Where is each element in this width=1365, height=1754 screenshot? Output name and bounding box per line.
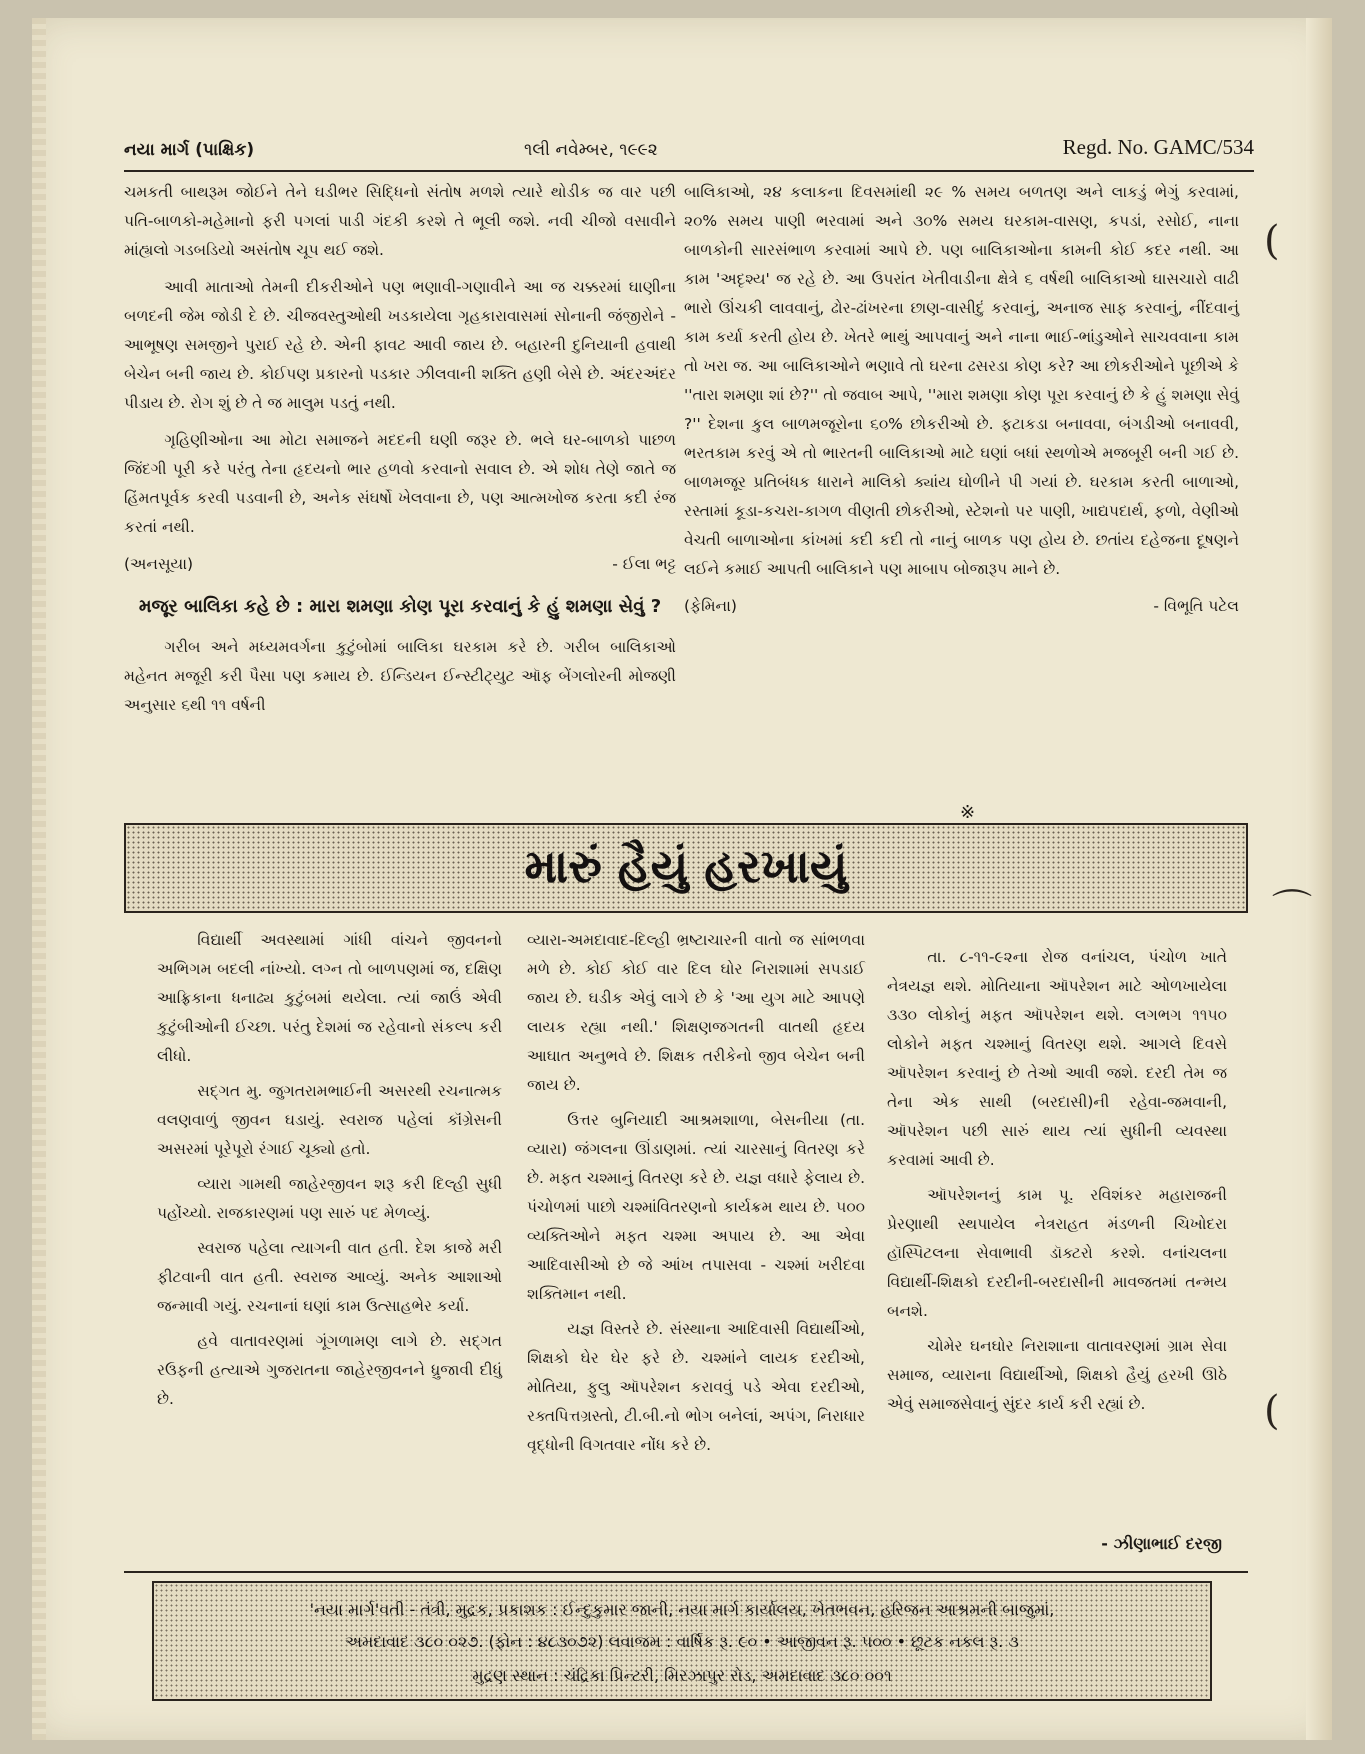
article2-source: (ફેમિના) (684, 597, 737, 615)
imprint-line-2: અમદાવાદ ૩૮૦ ૦૨૭. (ફોન : ૪૮૩૦૭૨) લવાજમ : વાર્ષિક રૂ. ૯૦ • આજીવન રૂ. ૫૦૦ • છૂટક નકલ રૂ. ૩ (345, 1632, 1019, 1651)
article1-paragraph: ચમકતી બાથરૂમ જોઈને તેને ઘડીભર સિદ્ધિનો સંતોષ મળશે ત્યારે થોડીક જ વાર પછી પતિ-બાળકો-મહેમાનો ફરી પગલાં પાડી ગંદકી કરશે તે ભૂલી જશે. નવી ચીજો વસાવીને માંહ્યલો ગડબડિયો અસંતોષ ચૂપ થઈ જશે. (124, 183, 676, 259)
issue-date: ૧લી નવેમ્બર, ૧૯૯૨ (524, 140, 658, 160)
article2-intro: ગરીબ અને મધ્યમવર્ગના કુટુંબોમાં બાલિકા ઘરકામ કરે છે. ગરીબ બાલિકાઓ મહેનત મજૂરી કરી પૈસા પણ કમાય છે. ઈન્ડિયન ઈન્સ્ટીટ્યુટ ઑફ બેંગલોરની મોજણી અનુસાર ૬થી ૧૧ વર્ષની (124, 638, 676, 714)
newspaper-page (32, 18, 1332, 1740)
article1-author: - ઈલા ભટ્ટ (612, 555, 676, 573)
registration-number: Regd. No. GAMC/534 (1062, 135, 1254, 159)
article2-body: બાલિકાઓ, ૨૪ કલાકના દિવસમાંથી ૨૯ % સમય બળતણ અને લાકડું ભેગું કરવામાં, ૨૦% સમય પાણી ભરવામાં અને ૩૦% સમય ઘરકામ-વાસણ, કપડાં, રસોઈ, નાના બાળકોની સારસંભાળ કરવામાં આપે છે. પણ બાલિકાઓના કામની કોઈ કદર નથી. આ કામ 'અદૃશ્ય' જ રહે છે. આ ઉપરાંત ખેતીવાડીના ક્ષેત્રે ૬ વર્ષથી બાલિકાઓ ઘાસચારો વાઢી ભારો ઊંચકી લાવવાનું, ઢોર-ઢાંખરના છાણ-વાસીદું કરવાનું, અનાજ સાફ કરવાનું, નીંદવાનું કામ કર્યા કરતી હોય છે. ખેતરે ભાથું આપવાનું અને નાના ભાઈ-ભાંડુઓને સાચવવાના કામ તો ખરા જ. આ બાલિકાઓને ભણાવે તો ઘરના ઢસરડા કોણ કરે? આ છોકરીઓને પૂછીએ કે ''તારા શમણા શાં છે?'' તો જવાબ આપે, ''મારા શમણા કોણ પૂરા કરવાનું છે કે હું શમણા સેવું ?'' દેશના કુલ બાળમજૂરોના ૬૦% છોકરીઓ છે. ફટાકડા બનાવવા, બંગડીઓ બનાવવી, ભરતકામ કરવું એ તો ભારતની બાલિકાઓ માટે ઘણાં બધાં સ્થળોએ મજબૂરી બની ગઈ છે. બાળમજૂર પ્રતિબંધક ધારાને માલિકો ક્યાંય ઘોળીને પી ગયાં છે. ઘરકામ કરતી બાળાઓ, રસ્તામાં કૂડા-કચરા-કાગળ વીણતી છોકરીઓ, સ્ટેશનો પર પાણી, ખાદ્યપદાર્થ, ફળો, વેણીઓ વેચતી બાળાઓના કાંખમાં કદી કદી તો નાનું બાળક પણ હોય છે. છતાંય દહેજના દૂષણને લઈને કમાઈ આપતી બાલિકાને પણ માબાપ બોજારૂપ માને છે. (684, 183, 1239, 578)
margin-pen-mark: ⌒ (1272, 887, 1312, 933)
feature-banner (124, 823, 1248, 913)
feature-paragraph: ચોમેર ઘનઘોર નિરાશાના વાતાવરણમાં ગ્રામ સેવા સમાજ, વ્યારાના વિદ્યાર્થીઓ, શિક્ષકો હૈયું હરખી ઊઠે એવું સમાજસેવાનું સુંદર કાર્ય કરી રહ્યાં છે. (887, 1337, 1227, 1413)
feature-column-3 (887, 943, 1227, 1425)
article2-author: - વિભૂતિ પટેલ (1153, 597, 1239, 615)
imprint-line-3: મુદ્રણ સ્થાન : ચંદ્રિકા પ્રિન્ટરી, મિરઝાપુર રોડ, અમદાવાદ ૩૮૦ ૦૦૧ (472, 1666, 892, 1685)
feature-paragraph: હવે વાતાવરણમાં ગૂંગળામણ લાગે છે. સદ્ગત રઉફની હત્યાએ ગુજરાતના જાહેરજીવનને ધ્રુજાવી દીધું છે. (157, 1332, 502, 1408)
imprint-line-1: 'નયા માર્ગ'વતી - તંત્રી, મુદ્રક, પ્રકાશક : ઈન્દુકુમાર જાની, નયા માર્ગ કાર્યાલય, ખેતભવન, હરિજન આશ્રમની બાજુમાં, (309, 1600, 1055, 1619)
top-right-column (684, 178, 1239, 632)
feature-title: મારું હૈયું હરખાયું (524, 839, 848, 893)
top-left-column (124, 178, 676, 728)
feature-paragraph: વિદ્યાર્થી અવસ્થામાં ગાંધી વાંચને જીવનનો અભિગમ બદલી નાંખ્યો. લગ્ન તો બાળપણમાં જ, દક્ષિણ આફ્રિકાના ધનાઢ્ય કુટુંબમાં થયેલા. ત્યાં જાઉં એવી કુટુંબીઓની ઈચ્છા. પરંતુ દેશમાં જ રહેવાનો સંકલ્પ કરી લીધો. (157, 931, 502, 1065)
page-left-edge (32, 18, 46, 1740)
article2-byline (684, 592, 1239, 624)
publication-name: નયા માર્ગ (પાક્ષિક) (124, 140, 255, 160)
article1-paragraph: આવી માતાઓ તેમની દીકરીઓને પણ ભણાવી-ગણાવીને આ જ ચક્કરમાં ઘાણીના બળદની જેમ જોડી દે છે. ચીજવસ્તુઓથી ખડકાયેલા ગૃહકારાવાસમાં સોનાની જંજીરોને - આભૂષણ સમજીને પુરાઈ રહે છે. એની ફાવટ આવી જાય છે. બહારની દુનિયાની હવાથી બેચેન બની જાય છે. કોઈપણ પ્રકારનો પડકાર ઝીલવાની શક્તિ હણી બેસે છે. અંદરઅંદર પીડાય છે. રોગ શું છે તે જ માલુમ પડતું નથી. (124, 278, 676, 412)
feature-paragraph: વ્યારા ગામથી જાહેરજીવન શરૂ કરી દિલ્હી સુધી પહોંચ્યો. રાજકારણમાં પણ સારું પદ મેળવ્યું. (157, 1175, 502, 1222)
section-separator-ornament: ※ (960, 802, 976, 823)
page-header (124, 118, 1254, 172)
feature-paragraph: સ્વરાજ પહેલા ત્યાગની વાત હતી. દેશ કાજે મરી ફીટવાની વાત હતી. સ્વરાજ આવ્યું. અનેક આશાઓ જન્માવી ગયું. રચનાનાં ઘણાં કામ ઉત્સાહભેર કર્યા. (157, 1239, 502, 1315)
article1-source: (અનસૂયા) (124, 555, 194, 573)
article1-paragraph: ગૃહિણીઓના આ મોટા સમાજને મદદની ઘણી જરૂર છે. ભલે ઘર-બાળકો પાછળ જિંદગી પૂરી કરે પરંતુ તેના હૃદયનો ભાર હળવો કરવાનો સવાલ છે. એ શોધ તેણે જાતે જ હિંમતપૂર્વક કરવી પડવાની છે, અનેક સંઘર્ષો ખેલવાના છે, પણ આત્મખોજ કરતા કદી રંજ કરતાં નથી. (124, 431, 676, 536)
margin-pen-mark: ( (1264, 1388, 1280, 1434)
feature-paragraph: સદ્ગત મુ. જુગતરામભાઈની અસરથી રચનાત્મક વલણવાળું જીવન ઘડાયું. સ્વરાજ પહેલાં કૉંગ્રેસની અસરમાં પૂરેપૂરો રંગાઈ ચૂક્યો હતો. (157, 1082, 502, 1158)
margin-pen-mark: ( (1264, 218, 1280, 264)
feature-column-2 (527, 926, 865, 1466)
footer-divider (124, 1571, 1248, 1573)
feature-paragraph: વ્યારા-અમદાવાદ-દિલ્હી ભ્રષ્ટાચારની વાતો જ સાંભળવા મળે છે. કોઈ કોઈ વાર દિલ ઘોર નિરાશામાં સપડાઈ જાય છે. ઘડીક એવું લાગે છે કે 'આ યુગ માટે આપણે લાયક રહ્યા નથી.' શિક્ષણજગતની વાતથી હૃદય આઘાત અનુભવે છે. શિક્ષક તરીકેનો જીવ બેચેન બની જાય છે. (527, 931, 865, 1094)
feature-author: - ઝીણાભાઈ દરજી (1101, 1534, 1222, 1553)
feature-paragraph: યજ્ઞ વિસ્તરે છે. સંસ્થાના આદિવાસી વિદ્યાર્થીઓ, શિક્ષકો ઘેર ઘેર ફરે છે. ચશ્માંને લાયક દરદીઓ, મોતિયા, ફુલુ ઑપરેશન કરાવવું પડે એવા દરદીઓ, રક્તપિત્તગ્રસ્તો, ટી.બી.નો ભોગ બનેલાં, અપંગ, નિરાધાર વૃદ્ધોની વિગતવાર નોંધ કરે છે. (527, 1320, 865, 1454)
article2-heading: મજૂર બાલિકા કહે છે : મારા શમણા કોણ પૂરા કરવાનું કે હું શમણા સેવું ? (138, 596, 662, 617)
article1-byline (124, 550, 676, 582)
feature-paragraph: તા. ૮-૧૧-૯૨ના રોજ વનાંચલ, પંચોળ ખાતે નેત્રયજ્ઞ થશે. મોતિયાના ઑપરેશન માટે ઓળખાયેલા ૩૩૦ લોકોનું મફત ઑપરેશન થશે. લગભગ ૧૧૫૦ લોકોને મફત ચશ્માનું વિતરણ થશે. આગલે દિવસે ઑપરેશન કરવાનું છે તેઓ આવી જશે. દરદી તેમ જ તેના એક સાથી (બરદાસી)ની રહેવા-જમવાની, ઑપરેશન પછી સારું થાય ત્યાં સુધીની વ્યવસ્થા કરવામાં આવી છે. (887, 948, 1227, 1169)
imprint-box (152, 1581, 1212, 1701)
feature-paragraph: ઉત્તર બુનિયાદી આશ્રમશાળા, બેસનીયા (તા. વ્યારા) જંગલના ઊંડાણમાં. ત્યાં ચારસાનું વિતરણ કરે છે. મફત ચશ્માનું વિતરણ કરે છે. યજ્ઞ વધારે ફેલાય છે. પંચોળમાં પાછો ચશ્માંવિતરણનો કાર્યક્રમ થાય છે. ૫૦૦ વ્યક્તિઓને મફત ચશ્મા અપાય છે. આ એવા આદિવાસીઓ છે જે આંખ તપાસવા - ચશ્માં ખરીદવા શક્તિમાન નથી. (527, 1111, 865, 1303)
feature-column-1 (157, 926, 502, 1420)
feature-paragraph: ઑપરેશનનું કામ પૂ. રવિશંકર મહારાજની પ્રેરણાથી સ્થપાયેલ નેત્રરાહત મંડળની ચિખોદરા હૉસ્પિટલના સેવાભાવી ડૉક્ટરો કરશે. વનાંચલના વિદ્યાર્થી-શિક્ષકો દરદીની-બરદાસીની માવજતમાં તન્મય બનશે. (887, 1186, 1227, 1320)
